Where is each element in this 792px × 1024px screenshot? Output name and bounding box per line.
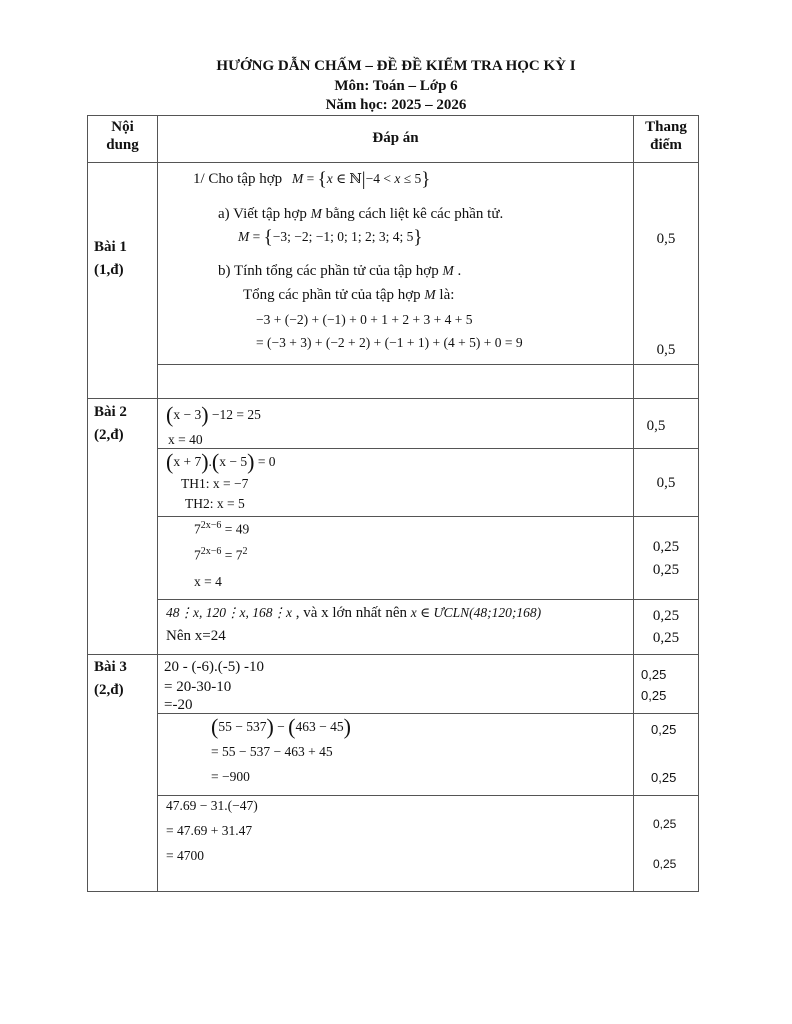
brace: { [263, 227, 273, 248]
bai3-p1-line1: 20 - (-6).(-5) -10 [164, 659, 264, 675]
bai3-label: Bài 3 [94, 659, 127, 675]
element-of: ∈ ℕ [332, 171, 362, 186]
bai2-p3-line2 [194, 546, 248, 564]
bai2-p1-score: 0,5 [646, 418, 666, 434]
bai3-points: (2,đ) [94, 682, 124, 698]
bai1-score-b: 0,5 [656, 342, 676, 358]
table-border-left [87, 115, 88, 892]
bai2-p4-line1 [166, 604, 541, 622]
bai1-question-text: 1/ Cho tập hợp [193, 171, 283, 187]
var-x: x [326, 171, 333, 186]
set-symbol: M [238, 229, 250, 244]
set-symbol: M [442, 263, 454, 278]
header-thang-diem [634, 118, 698, 154]
row-divider [157, 599, 699, 600]
part-b-line-text: Tổng các phần tử của tập hợp [243, 287, 421, 303]
equals: = [249, 229, 264, 244]
bai3-p2-line2: = 55 − 537 − 463 + 45 [211, 744, 333, 759]
header-noi-dung-line2: dung [106, 137, 139, 153]
bai1-part-a-answer [238, 228, 422, 247]
expr: = 7 [221, 547, 243, 563]
condition-part: −4 < [365, 171, 395, 186]
gcd-expr: x ∈ ƯCLN(48;120;168) [410, 605, 542, 620]
bai3-p1-score1: 0,25 [641, 667, 667, 682]
set-bar: | [361, 169, 366, 190]
bai3-p2-line3: = −900 [211, 769, 250, 784]
paren: ( [166, 402, 174, 427]
paren: ( [166, 449, 174, 474]
bai1-sum-expr: −3 + (−2) + (−1) + 0 + 1 + 2 + 3 + 4 + 5 [256, 312, 473, 327]
base: 7 [194, 521, 201, 537]
bai2-p3-score1: 0,25 [652, 539, 680, 555]
brace: } [413, 227, 423, 248]
bai2-p3-score2: 0,25 [652, 562, 680, 578]
element-list: −3; −2; −1; 0; 1; 2; 3; 4; 5 [272, 229, 414, 244]
bai2-p1-line2: x = 40 [168, 432, 203, 447]
exponent: 2x−6 [200, 520, 222, 531]
header-thang-diem-line2: điểm [650, 137, 682, 153]
condition-part: ≤ 5 [400, 171, 422, 186]
bai1-part-a [218, 205, 503, 223]
paren: ) [201, 449, 209, 474]
bai2-p2-score: 0,5 [656, 475, 676, 491]
bai2-points: (2,đ) [94, 427, 124, 443]
bai3-p2-score1: 0,25 [651, 722, 677, 737]
row-divider [157, 364, 699, 365]
bai2-p1-line1 [166, 404, 261, 426]
set-symbol: M [424, 287, 436, 302]
header-dap-an: Đáp án [372, 130, 419, 146]
bai3-p1-score2: 0,25 [641, 688, 667, 703]
part-a-text: a) Viết tập hợp [218, 206, 307, 222]
brace: } [421, 169, 431, 190]
bai3-p3-line2: = 47.69 + 31.47 [166, 823, 253, 838]
expr: = 49 [221, 521, 250, 537]
bai1-points: (1,đ) [94, 262, 124, 278]
divisibility-expr: 48⋮x, 120⋮x, 168⋮x [166, 605, 292, 620]
header-noi-dung-line1: Nội [111, 119, 134, 135]
row-divider [157, 713, 699, 714]
expr: − [273, 719, 289, 734]
paren: ( [211, 714, 219, 739]
row-divider [157, 795, 699, 796]
bai2-p4-line2: Nên x=24 [166, 628, 226, 644]
expr: x − 5 [219, 454, 248, 469]
brace: { [317, 169, 327, 190]
exponent: 2 [242, 546, 248, 557]
expr: x + 7 [173, 454, 202, 469]
bai3-p1-line2: = 20-30-10 [164, 679, 232, 695]
paren: ) [247, 449, 255, 474]
bai1-part-b-line [243, 286, 454, 304]
row-divider [87, 654, 699, 655]
bai2-p4-score2: 0,25 [652, 630, 680, 646]
table-border-right [698, 115, 699, 892]
bai1-part-b [218, 262, 461, 280]
equals: = [303, 171, 318, 186]
paren: ) [201, 402, 209, 427]
part-b-text: b) Tính tổng các phần tử của tập hợp [218, 263, 439, 279]
paren: ) [266, 714, 274, 739]
expr: x − 3 [173, 407, 202, 422]
bai3-p3-line1: 47.69 − 31.(−47) [166, 798, 258, 813]
bai2-label: Bài 2 [94, 404, 127, 420]
bai3-p3-score2: 0,25 [653, 857, 677, 871]
bai1-set-definition [291, 169, 431, 190]
var-x: x [394, 171, 401, 186]
expr: 55 − 537 [218, 719, 267, 734]
table-header-divider [87, 162, 699, 163]
part-b-text-end: . [453, 263, 462, 279]
bai1-question [193, 170, 430, 189]
part-b-line-end: là: [435, 287, 455, 303]
base: 7 [194, 547, 201, 563]
paren: ) [343, 714, 351, 739]
paren: ( [211, 449, 220, 474]
row-divider [87, 398, 699, 399]
table-border-top [87, 115, 699, 116]
bai2-p3-line3: x = 4 [194, 574, 222, 589]
bai3-p2-line1 [211, 716, 351, 738]
row-divider [157, 448, 699, 449]
bai2-p2-case1: TH1: x = −7 [181, 476, 249, 491]
subject-line: Môn: Toán – Lớp 6 [334, 78, 458, 94]
set-symbol: M [310, 206, 322, 221]
bai2-p3-line1 [194, 520, 249, 538]
column-divider [157, 115, 158, 892]
bai2-p2-line1 [166, 451, 276, 473]
bai1-score-a: 0,5 [656, 231, 676, 247]
bai3-p1-line3: =-20 [164, 697, 193, 713]
p4-text: , và x lớn nhất nên [291, 605, 411, 621]
dot: . [208, 454, 212, 469]
exponent: 2x−6 [200, 546, 222, 557]
document-title: HƯỚNG DẪN CHẤM – ĐỀ ĐỀ KIỂM TRA HỌC KỲ I [216, 58, 576, 74]
set-symbol: M [291, 171, 304, 186]
bai1-sum-result: = (−3 + 3) + (−2 + 2) + (−1 + 1) + (4 + 5) + 0 = 9 [256, 335, 523, 350]
row-divider [157, 516, 699, 517]
header-noi-dung [88, 118, 157, 154]
school-year: Năm học: 2025 – 2026 [325, 97, 467, 113]
bai3-p2-score2: 0,25 [651, 770, 677, 785]
expr: 463 − 45 [295, 719, 344, 734]
bai1-label: Bài 1 [94, 239, 127, 255]
bai3-p3-score1: 0,25 [653, 817, 677, 831]
part-a-text-end: bằng cách liệt kê các phần tử. [325, 206, 504, 222]
bai2-p2-case2: TH2: x = 5 [185, 496, 245, 511]
expr: = 0 [254, 454, 276, 469]
table-border-bottom [87, 891, 699, 892]
bai3-p3-line3: = 4700 [166, 848, 204, 863]
paren: ( [288, 714, 296, 739]
bai2-p4-score1: 0,25 [652, 608, 680, 624]
header-thang-diem-line1: Thang [645, 119, 687, 135]
expr: −12 = 25 [208, 407, 261, 422]
